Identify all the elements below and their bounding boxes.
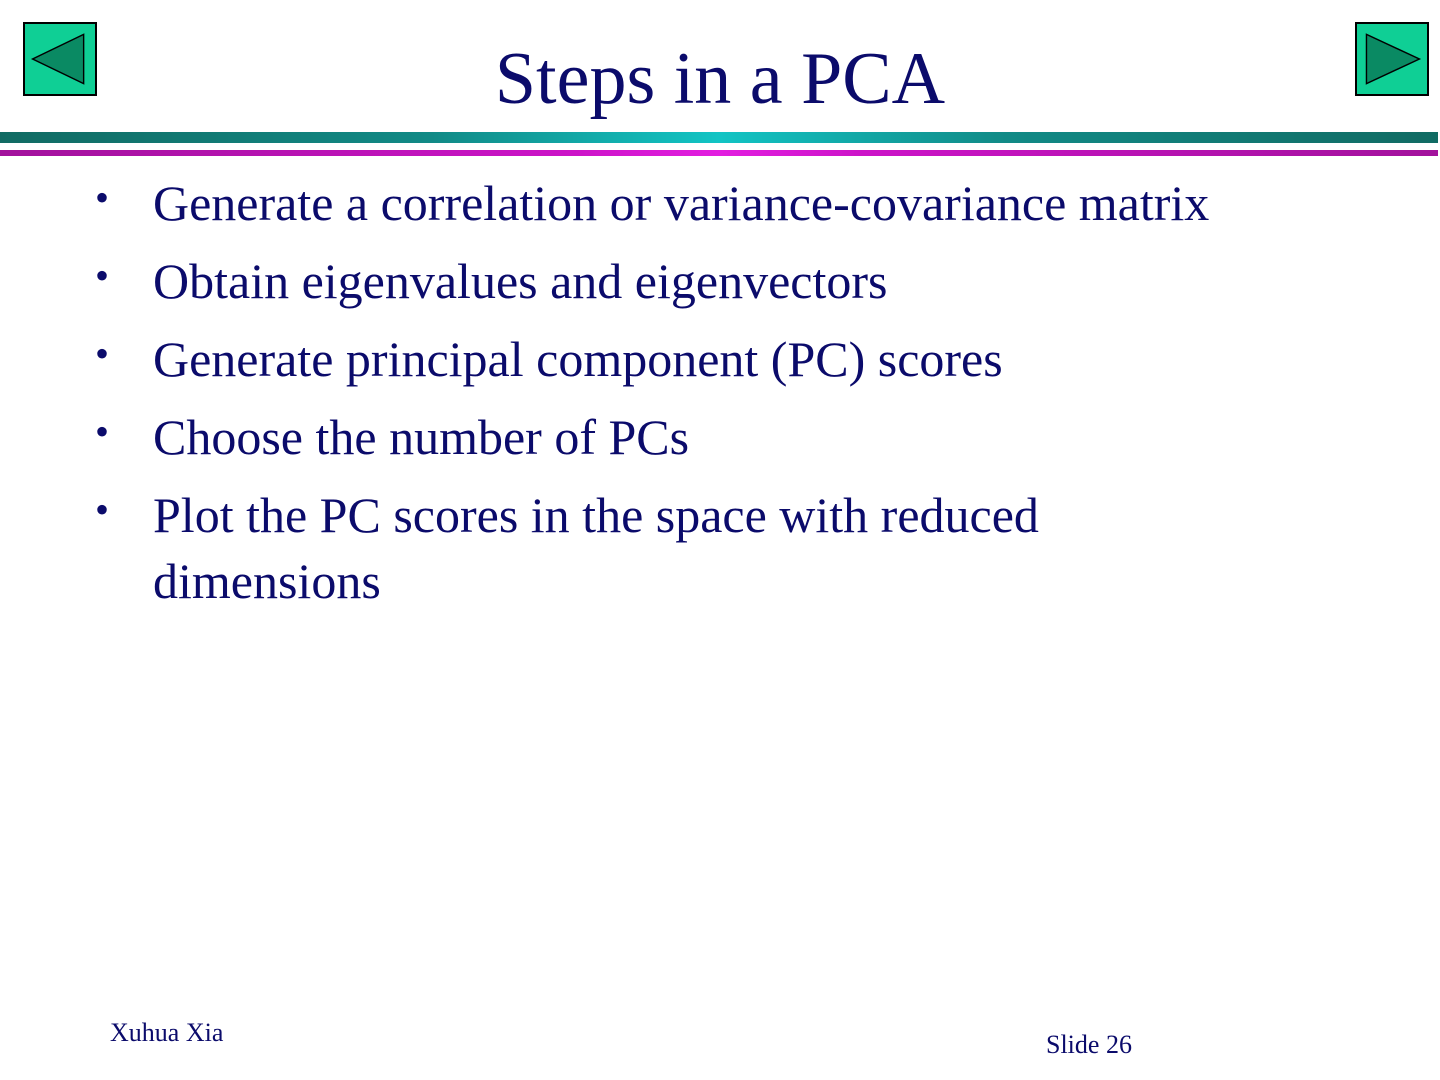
bullet-item — [95, 326, 1395, 392]
bullet-item — [95, 248, 1395, 314]
bullet-item — [95, 404, 1395, 470]
bullet-text: Generate principal component (PC) scores — [153, 331, 1003, 387]
bullet-item — [95, 170, 1395, 236]
triangle-right-icon — [1357, 24, 1427, 94]
bullet-dot: • — [95, 331, 110, 376]
bullet-item — [95, 482, 1213, 614]
title-divider-teal — [0, 132, 1438, 143]
slide-title: Steps in a PCA — [494, 38, 946, 120]
next-slide-button[interactable] — [1355, 22, 1429, 96]
footer-author: Xuhua Xia — [110, 1018, 224, 1047]
bullet-list — [95, 170, 1395, 626]
bullet-text: Generate a correlation or variance-covariance matrix — [153, 175, 1210, 231]
bullet-text: Plot the PC scores in the space with reduced dimensions — [153, 487, 1039, 609]
slide-number: Slide 26 — [1046, 1030, 1132, 1059]
bullet-text: Obtain eigenvalues and eigenvectors — [153, 253, 888, 309]
bullet-dot: • — [95, 175, 110, 220]
title-divider-magenta — [0, 150, 1438, 156]
bullet-dot: • — [95, 409, 110, 454]
bullet-text: Choose the number of PCs — [153, 409, 690, 465]
bullet-dot: • — [95, 487, 110, 532]
bullet-dot: • — [95, 253, 110, 298]
